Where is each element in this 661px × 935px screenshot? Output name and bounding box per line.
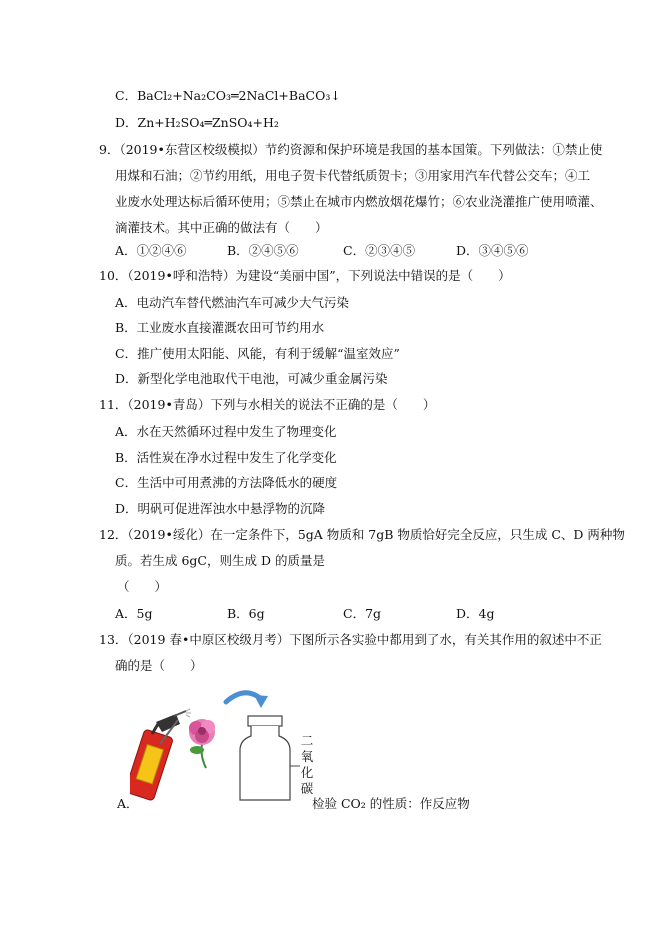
q8-option-c: C．BaCl₂+Na₂CO₃═2NaCl+BaCO₃↓ [115,88,341,103]
q12-stem-line-1: 12．（2019•绥化）在一定条件下，5gA 物质和 7gB 物质恰好完全反应，只生成 C、D 两种物 [99,527,625,542]
bottle-label-char: 氧 [300,749,314,764]
q11-stem: 11．（2019•青岛）下列与水相关的说法不正确的是（ ） [99,397,436,412]
q9-option-d: D．③④⑤⑥ [456,243,529,258]
bottle-label-char: 二 [300,733,314,748]
q11-option-b: B．活性炭在净水过程中发生了化学变化 [115,450,337,465]
q13-option-a-text: 检验 CO₂ 的性质：作反应物 [312,796,470,811]
q10-option-c: C．推广使用太阳能、风能，有利于缓解“温室效应” [115,346,400,361]
curved-arrow-icon [226,693,268,708]
q8-option-d: D．Zn+H₂SO₄═ZnSO₄+H₂ [115,115,279,130]
bottle-label [299,733,315,797]
gas-bottle-icon [240,716,300,800]
bottle-label-char: 化 [300,765,314,780]
q12-option-c: C．7g [343,606,382,621]
q10-option-a: A．电动汽车替代燃油汽车可减少大气污染 [115,295,350,310]
q12-stem-line-3: （ ） [117,579,168,594]
q9-stem-line-1: 9．（2019•东营区校级模拟）节约资源和保护环境是我国的基本国策。下列做法：①禁止使 [99,142,603,157]
q11-option-c: C．生活中可用煮沸的方法降低水的硬度 [115,475,338,490]
q12-option-d: D．4g [456,606,495,621]
q10-option-b: B．工业废水直接灌溉农田可节约用水 [115,320,325,335]
flower-icon [189,719,215,768]
q9-option-b: B．②④⑤⑥ [227,243,299,258]
q9-stem-line-3: 业废水处理达标后循环使用；⑤禁止在城市内燃放烟花爆竹；⑥农业浇灌推广使用喷灌、 [115,194,603,209]
q9-option-a: A．①②④⑥ [115,243,187,258]
q12-option-b: B．6g [227,606,265,621]
bottle-label-char: 碳 [300,781,314,796]
q13-stem-line-2: 确的是（ ） [115,658,203,673]
q12-stem-line-2: 质。若生成 6gC，则生成 D 的质量是 [115,553,325,568]
q11-option-a: A．水在天然循环过程中发生了物理变化 [115,424,337,439]
q10-option-d: D．新型化学电池取代干电池，可减少重金属污染 [115,371,388,386]
q13-option-a-letter: A． [117,796,139,811]
q10-stem: 10．（2019•呼和浩特）为建设“美丽中国”，下列说法中错误的是（ ） [99,268,511,283]
spray-bottle-icon [130,709,191,801]
q9-stem-line-4: 滴灌技术。其中正确的做法有（ ） [115,220,328,235]
q12-option-a: A．5g [115,606,153,621]
q13-stem-line-1: 13．（2019 春•中原区校级月考）下图所示各实验中都用到了水，有关其作用的叙述中不正 [99,632,602,647]
q9-option-c: C．②③④⑤ [343,243,416,258]
q9-stem-line-2: 用煤和石油；②节约用纸，用电子贺卡代替纸质贺卡；③用家用汽车代替公交车；④工 [115,168,591,183]
q11-option-d: D．明矾可促进浑浊水中悬浮物的沉降 [115,501,326,516]
